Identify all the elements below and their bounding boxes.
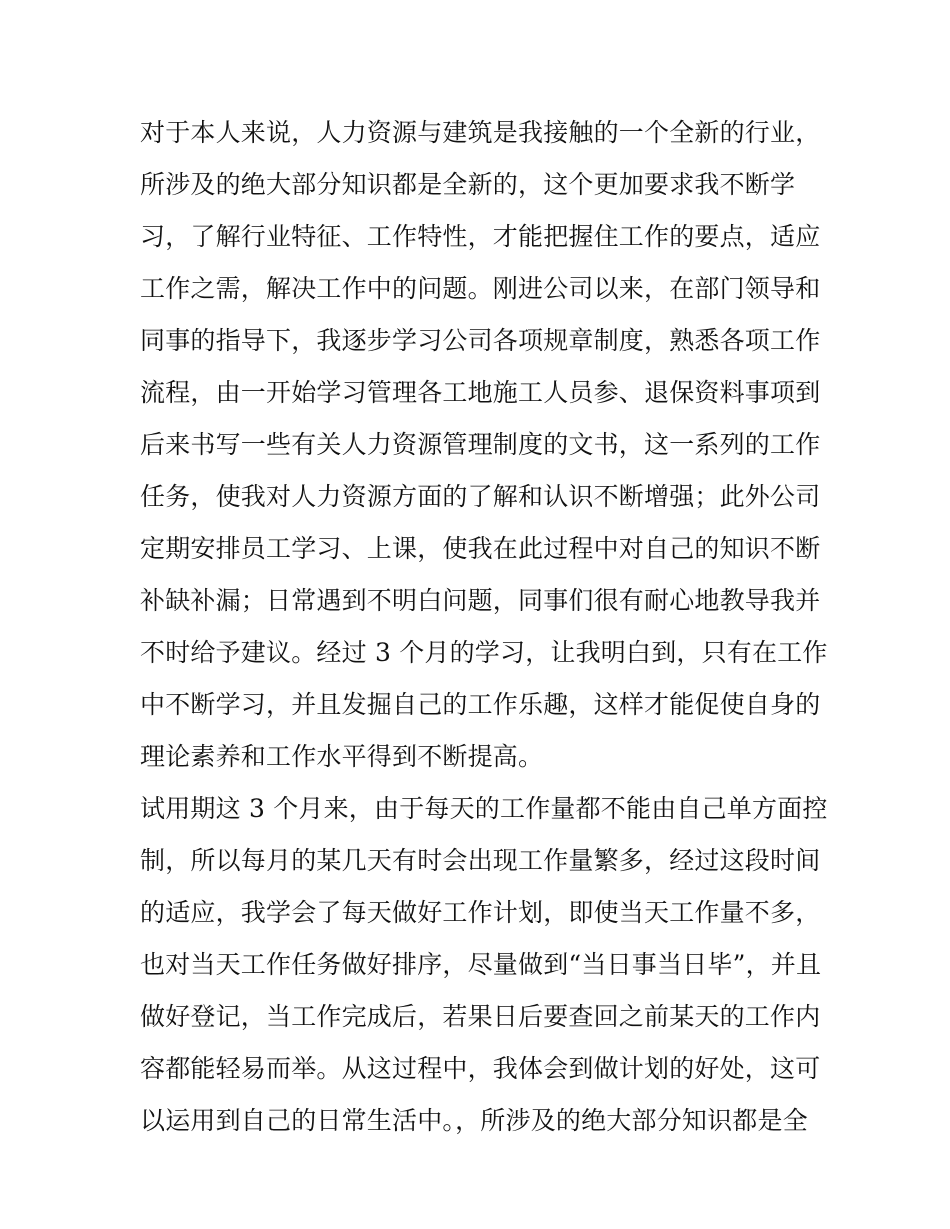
text-line: 容都能轻易而举。从这过程中，我体会到做计划的好处，这可 (140, 1054, 821, 1083)
document-body (140, 107, 830, 1147)
text-line: 对于本人来说，人力资源与建筑是我接触的一个全新的行业， (140, 118, 821, 147)
text-line: 以运用到自己的日常生活中。，所涉及的绝大部分知识都是全 (140, 1106, 808, 1135)
text-line: 任务，使我对人力资源方面的了解和认识不断增强；此外公司 (140, 482, 821, 511)
text-line: 制，所以每月的某几天有时会出现工作量繁多，经过这段时间 (140, 846, 821, 875)
text-line: 补缺补漏；日常遇到不明白问题，同事们很有耐心地教导我并 (140, 586, 821, 615)
text-line: 理论素养和工作水平得到不断提高。 (140, 742, 544, 771)
text-line: 工作之需，解决工作中的问题。刚进公司以来，在部门领导和 (140, 274, 821, 303)
text-line: 后来书写一些有关人力资源管理制度的文书，这一系列的工作 (140, 430, 821, 459)
paragraph-2 (140, 783, 830, 1147)
text-line: 习，了解行业特征、工作特性，才能把握住工作的要点，适应 (140, 222, 821, 251)
text-line: 做好登记，当工作完成后，若果日后要查回之前某天的工作内 (140, 1002, 821, 1031)
text-line: 定期安排员工学习、上课，使我在此过程中对自己的知识不断 (140, 534, 821, 563)
text-line: 不时给予建议。经过 3 个月的学习，让我明白到，只有在工作 (140, 638, 828, 667)
text-line: 所涉及的绝大部分知识都是全新的，这个更加要求我不断学 (140, 170, 796, 199)
text-line: 也对当天工作任务做好排序，尽量做到“当日事当日毕”，并且 (140, 950, 822, 979)
paragraph-1 (140, 107, 830, 783)
text-line: 同事的指导下，我逐步学习公司各项规章制度，熟悉各项工作 (140, 326, 821, 355)
text-line: 中不断学习，并且发掘自己的工作乐趣，这样才能促使自身的 (140, 690, 821, 719)
text-line: 的适应，我学会了每天做好工作计划，即使当天工作量不多， (140, 898, 821, 927)
text-line: 流程，由一开始学习管理各工地施工人员参、退保资料事项到 (140, 378, 821, 407)
text-line: 试用期这 3 个月来，由于每天的工作量都不能由自己单方面控 (140, 794, 828, 823)
